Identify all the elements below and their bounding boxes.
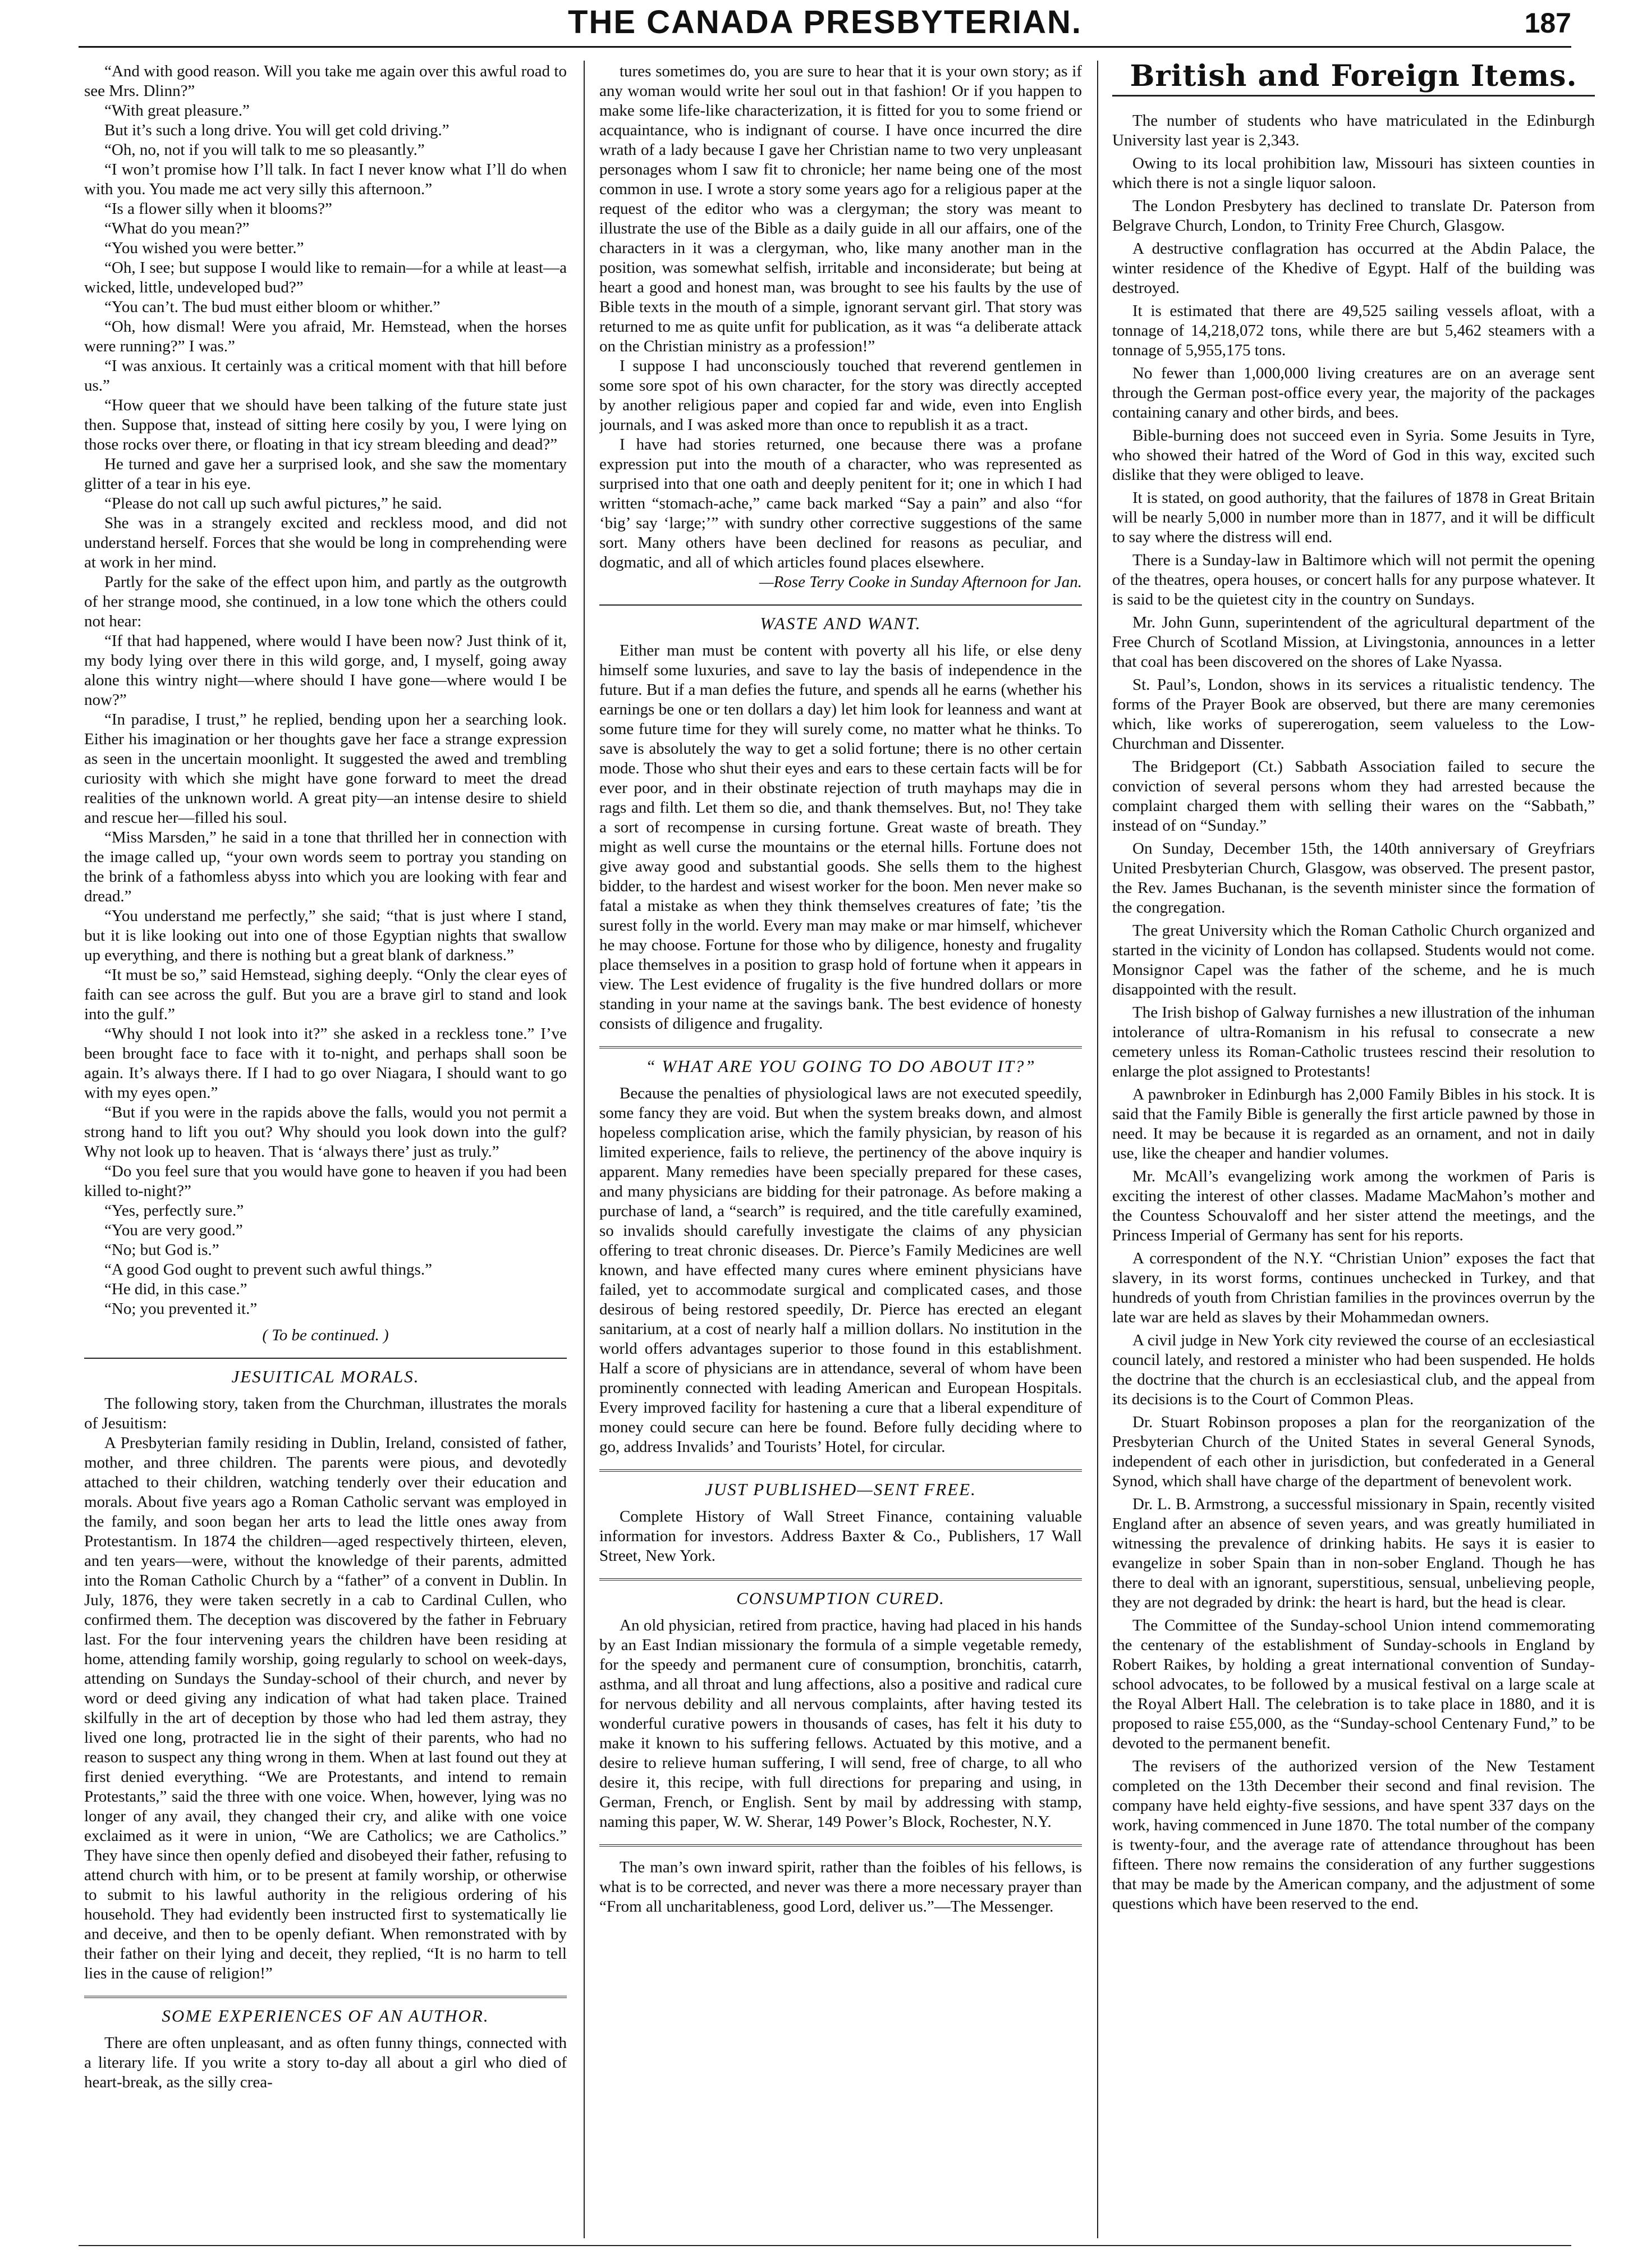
story-paragraph: “Why should I not look into it?” she asked in a reckless tone.” I’ve been brought face to face with it to-night, and perhaps shall soon be again. It’s always there. If I had to go over Niagara, I should want to go with my eyes open.”: [84, 1025, 567, 1102]
story-paragraph: “Yes, perfectly sure.”: [104, 1202, 244, 1220]
story-paragraph: “A good God ought to prevent such awful things.”: [104, 1261, 432, 1279]
story-paragraph: “What do you mean?”: [104, 219, 250, 237]
news-item: A pawnbroker in Edinburgh has 2,000 Family Bibles in his stock. It is said that the Family Bible is generally the first article pawned by those in need. It may be because it is regarded as an ornament, and not in daily use, like the cheaper and handier volumes.: [1112, 1085, 1595, 1162]
story-paragraph: “How queer that we should have been talking of the future state just then. Suppose that, instead of sitting here cosily by you, I were lying on those rocks over there, or floating in that icy stream bleeding and dead?”: [84, 396, 567, 453]
story-paragraph: “You can’t. The bud must either bloom or whither.”: [104, 298, 441, 316]
author-experiences-continued: [599, 62, 1082, 572]
news-item: Mr. McAll’s evangelizing work among the workmen of Paris is exciting the interest of other classes. Madame MacMahon’s mother and the Countess Schouvaloff and her sister attend the meetings, and the Princess Imperial of Germany has sent for his reports.: [1112, 1167, 1595, 1244]
story-paragraph: “But if you were in the rapids above the falls, would you not permit a strong hand to lift you out? Why should you look down into the gulf? Why not look up to heaven. That is ‘always there’ just as truly.”: [84, 1103, 567, 1161]
story-paragraph: “I was anxious. It certainly was a critical moment with that hill before us.”: [84, 357, 567, 395]
story-paragraph: “It must be so,” said Hemstead, sighing deeply. “Only the clear eyes of faith can see across the gulf. But you are a brave girl to stand and look into the gulf.”: [84, 966, 567, 1023]
story-paragraph: “Oh, no, not if you will talk to me so pleasantly.”: [104, 141, 425, 159]
closing-divider: [599, 1844, 1082, 1850]
consumption-cured-heading: CONSUMPTION CURED.: [599, 1578, 1082, 1608]
story-paragraph: But it’s such a long drive. You will get cold driving.”: [104, 121, 449, 139]
news-item: Owing to its local prohibition law, Missouri has sixteen counties in which there is not a single liquor saloon.: [1112, 154, 1595, 192]
news-item: There is a Sunday-law in Baltimore which will not permit the opening of the theatres, opera houses, or concert halls for any purpose whatever. It is said to be the quietest city in the country on Sundays.: [1112, 551, 1595, 608]
just-published-paragraph: Complete History of Wall Street Finance, containing valuable information for investors. Address Baxter & Co., Publishers, 17 Wall Street, New York.: [599, 1508, 1082, 1565]
news-item: Bible-burning does not succeed even in Syria. Some Jesuits in Tyre, who showed their hatred of the Word of God in this way, excited such dislike that they were obliged to leave.: [1112, 427, 1595, 484]
article-signature: —Rose Terry Cooke in Sunday Afternoon for Jan.: [759, 573, 1082, 591]
story-paragraph: “Oh, how dismal! Were you afraid, Mr. Hemstead, when the horses were running?” I was.”: [84, 318, 567, 355]
story-paragraph: She was in a strangely excited and reckless mood, and did not understand herself. Forces that she would be long in comprehending were at work in her mind.: [84, 514, 567, 571]
article-paragraph: I have had stories returned, one because there was a profane expression put into the mouth of a character, who was represented as surprised into that one oath and deeply penitent for it; one in which I had written “stomach-ache,” came back marked “Say a pain” and also “for ‘big’ say ‘large;’” with sundry other corrective suggestions of the same sort. Many others have been declined for reasons as peculiar, and dogmatic, and all of which articles found places elsewhere.: [599, 436, 1082, 571]
british-foreign-items-heading: British and Foreign Items.: [1112, 66, 1595, 97]
story-paragraph: “Is a flower silly when it blooms?”: [104, 200, 332, 218]
footer-rule: [79, 2245, 1571, 2246]
experiences-paragraph: There are often unpleasant, and as often funny things, connected with a literary life. If you write a story to-day all about a girl who died of heart-break, as the silly crea-: [84, 2034, 567, 2091]
article-paragraph: tures sometimes do, you are sure to hear that it is your own story; as if any woman would write her soul out in that fashion! Or if you happen to make some life-like characterization, it is fitted for you to some friend or acquaintance, who is indignant of course. I have once incurred the dire wrath of a lady because I gave her Christian name to two very unpleasant personages whom I saw fit to chronicle; her name being one of the most common in use. I wrote a story some years ago for a religious paper at the request of the editor who was a clergyman; the story was meant to illustrate the use of the Bible as a daily guide in all our affairs, one of the characters in it was a clergyman, who, like many another man in the position, was somewhat selfish, irritable and inconsiderate; but being at heart a good and honest man, was brought to see his faults by the use of Bible texts in the mouth of a simple, ignorant servant girl. That story was returned to me as quite unfit for publication, as it was “a deliberate attack on the Christian ministry as a profession!”: [599, 62, 1082, 355]
news-item: The number of students who have matriculated in the Edinburgh University last year is 2,343.: [1112, 112, 1595, 149]
experiences-heading: SOME EXPERIENCES OF AN AUTHOR.: [84, 1996, 567, 2026]
news-item: Mr. John Gunn, superintendent of the agricultural department of the Free Church of Scotland Mission, at Livingstonia, announces in a letter that coal has been discovered on the shores of Lake Nyassa.: [1112, 613, 1595, 671]
news-item: The great University which the Roman Catholic Church organized and started in the vicinity of London has collapsed. Students would not come. Monsignor Capel was the father of the scheme, and he is much disappointed with the result.: [1112, 922, 1595, 998]
news-item: The Committee of the Sunday-school Union intend commemorating the centenary of the establishment of Sunday-schools in England by Robert Raikes, by holding a great international convention of Sunday-school advocates, to be followed by a musical festival on a large scale at the Royal Albert Hall. The celebration is to take place in 1880, and it is proposed to raise £55,000, as the “Sunday-school Centenary Fund,” to be devoted to the permanent benefit.: [1112, 1616, 1595, 1752]
news-item: The Irish bishop of Galway furnishes a new illustration of the inhuman intolerance of ultra-Romanism in his refusal to consecrate a new cemetery unless its Roman-Catholic trustees rescind their resolution to enlarge the plot assigned to Protestants!: [1112, 1004, 1595, 1080]
news-item: No fewer than 1,000,000 living creatures are on an average sent through the German post-office every year, the majority of the packages containing canary and other birds, and bees.: [1112, 364, 1595, 421]
news-item: It is stated, on good authority, that the failures of 1878 in Great Britain will be nearly 5,000 in number more than in 1877, and it will be difficult to say where the distress will end.: [1112, 489, 1595, 546]
column-rule: [584, 61, 585, 2238]
to-be-continued: ( To be continued. ): [262, 1326, 389, 1344]
article-paragraph: I suppose I had unconsciously touched that reverend gentlemen in some sore spot of his own character, for the story was directly accepted by another religious paper and copied far and wide, even into English journals, and I was asked more than once to republish it as a tract.: [599, 357, 1082, 434]
closing-paragraph: The man’s own inward spirit, rather than the foibles of his fellows, is what is to be corrected, and never was there a more necessary prayer than “From all uncharitableness, good Lord, deliver us.”—The Messenger.: [599, 1858, 1082, 1916]
story-paragraph: “Please do not call up such awful pictures,” he said.: [104, 494, 442, 512]
news-item: A destructive conflagration has occurred at the Abdin Palace, the winter residence of the Khedive of Egypt. Half of the building was destroyed.: [1112, 240, 1595, 297]
story-paragraph: He turned and gave her a surprised look, and she saw the momentary glitter of a tear in his eye.: [84, 455, 567, 493]
column-right: [1112, 62, 1595, 2239]
story-paragraph: “Miss Marsden,” he said in a tone that thrilled her in connection with the image called up, “your own words seem to portray you standing on the brink of a fathomless abyss into which you are looking with fear and dread.”: [84, 828, 567, 905]
story-paragraph: “No; but God is.”: [104, 1241, 219, 1259]
page-header: [79, 0, 1571, 48]
waste-and-want-article: [599, 641, 1082, 1034]
column-rule: [1097, 61, 1098, 2238]
story-paragraph: “You wished you were better.”: [104, 239, 304, 257]
story-paragraph: “And with good reason. Will you take me again over this awful road to see Mrs. Dlinn?”: [84, 62, 567, 100]
column-middle: [599, 62, 1082, 2239]
story-paragraph: Partly for the sake of the effect upon him, and partly as the outgrowth of her strange mood, she continued, in a low tone which the others could not hear:: [84, 573, 567, 630]
news-items-list: [1112, 111, 1595, 1914]
news-item: A civil judge in New York city reviewed the course of an ecclesiastical council lately, and restored a minister who had been suspended. He holds the doctrine that the church is an ecclesiastical club, and the appeal from its decisions is to the Court of Common Pleas.: [1112, 1331, 1595, 1408]
news-item: The London Presbytery has declined to translate Dr. Paterson from Belgrave Church, London, to Trinity Free Church, Glasgow.: [1112, 197, 1595, 235]
story-paragraph: “Do you feel sure that you would have gone to heaven if you had been killed to-night?”: [84, 1162, 567, 1200]
news-item: A correspondent of the N.Y. “Christian Union” exposes the fact that slavery, in its worst forms, continues unchecked in Turkey, and that hundreds of youth from Christian families in the provinces overrun by the late war are held as slaves by their Mohammedan owners.: [1112, 1249, 1595, 1326]
masthead-title: THE CANADA PRESBYTERIAN.: [568, 4, 1082, 40]
what-are-you-going-article: [599, 1084, 1082, 1457]
news-item: On Sunday, December 15th, the 140th anniversary of Greyfriars United Presbyterian Church, Glasgow, was observed. The present pastor, the Rev. James Buchanan, is the seventh minister since the formation of the congregation.: [1112, 840, 1595, 917]
jesuitical-morals-heading: JESUITICAL MORALS.: [84, 1358, 567, 1386]
page-number: 187: [1524, 7, 1571, 39]
column-left: [84, 62, 567, 2239]
story-paragraph: “He did, in this case.”: [104, 1280, 247, 1298]
news-item: It is estimated that there are 49,525 sailing vessels afloat, with a tonnage of 14,218,072 tons, while there are but 5,462 steamers with a tonnage of 5,955,175 tons.: [1112, 302, 1595, 359]
news-item: The revisers of the authorized version of the New Testament completed on the 13th December their second and final revision. The company have held eighty-five sessions, and have spent 337 days on the work, having commenced in June 1870. The total number of the company is twenty-four, and the average rate of attendance throughout has been fifteen. There now remains the consideration of any further suggestions that may be made by the American company, and the adjustment of some questions which have been reserved to the end.: [1112, 1757, 1595, 1913]
story-paragraph: “With great pleasure.”: [104, 102, 250, 120]
news-item: St. Paul’s, London, shows in its services a ritualistic tendency. The forms of the Prayer Book are observed, but there are many ceremonies which, like works of supererogation, seem valueless to the Low-Churchman and Dissenter.: [1112, 676, 1595, 753]
story-paragraph: “In paradise, I trust,” he replied, bending upon her a searching look. Either his imagination or her thoughts gave her face a strange expression as seen in the uncertain moonlight. It suggested the awed and trembling curiosity with which she might have gone forward to meet the dread realities of the unknown world. A great pity—an intense desire to shield and rescue her—filled his soul.: [84, 711, 567, 827]
article-paragraph: Because the penalties of physiological laws are not executed speedily, some fancy they are void. But when the system breaks down, and almost hopeless complication arise, which the family physician, by reason of his limited experience, fails to relieve, the pertinency of the above inquiry is apparent. Many remedies have been specially prepared for these cases, and many physicians are bidding for their patronage. As before making a purchase of land, a “search” is required, and the title carefully examined, so invalids should carefully investigate the claims of any physician offering to treat chronic diseases. Dr. Pierce’s Family Medicines are well known, and have effected many cures where eminent physicians have failed, yet to accommodate surgical and complicated cases, and those desirous of being restored speedily, Dr. Pierce has erected an elegant sanitarium, at a cost of nearly half a million dollars. No institution in the world offers advantages superior to those found in this establishment. Half a score of physicians are in attendance, several of whom have been prominently connected with leading American and European Hospitals. Every improved facility for hastening a cure that a liberal expenditure of money could secure can here be found. Before fully deciding where to go, address Invalids’ and Tourists’ Hotel, for circular.: [599, 1084, 1082, 1456]
serial-story: [84, 62, 567, 1319]
news-item: The Bridgeport (Ct.) Sabbath Association failed to secure the conviction of several persons whom they had arrested because the complaint charged them with selling their wares on the “Sabbath,” instead of on “Sunday.”: [1112, 758, 1595, 835]
just-published-heading: JUST PUBLISHED—SENT FREE.: [599, 1469, 1082, 1499]
what-are-you-going-heading: “ WHAT ARE YOU GOING TO DO ABOUT IT?”: [599, 1046, 1082, 1076]
article-paragraph: The following story, taken from the Churchman, illustrates the morals of Jesuitism:: [84, 1395, 567, 1432]
story-paragraph: “I won’t promise how I’ll talk. In fact I never know what I’ll do when with you. You made me act very silly this afternoon.”: [84, 161, 567, 198]
article-paragraph: A Presbyterian family residing in Dublin, Ireland, consisted of father, mother, and three children. The parents were pious, and devotedly attached to their children, watching tenderly over their education and morals. About five years ago a Roman Catholic servant was employed in the family, and soon began her arts to lead the little ones away from Protestantism. In 1874 the children—aged respectively thirteen, eleven, and ten years—were, without the knowledge of their parents, admitted into the Roman Catholic Church by a “father” of a convent in Dublin. In July, 1876, they were taken secretly in a cab to Cardinal Cullen, who confirmed them. The deception was discovered by the father in February last. For the four intervening years the children have been residing at home, attending family worship, going regularly to school on week-days, attending on Sundays the Sunday-school of their church, and never by word or deed giving any indication of what had taken place. Trained skilfully in the art of deception by those who had led them astray, they lived one long, protracted lie in the sight of their parents, who had no reason to suspect any thing wrong in them. When at last found out they at first denied everything. “We are Protestants, and intend to remain Protestants,” said the three with one voice. When, however, lying was no longer of any avail, they changed their cry, and alike with one voice exclaimed as it were in union, “We are Catholics; we are Catholics.” They have since then openly defied and disobeyed their father, refusing to attend church with him, or to be present at family worship, or otherwise to submit to his lawful authority in the religious ordering of his household. They had evidently been instructed first to systematically lie and deceive, and then to be openly defiant. When remonstrated with by their father on their lying and deceit, they replied, “It is no harm to tell lies in the cause of religion!”: [84, 1434, 567, 1982]
consumption-cured-paragraph: An old physician, retired from practice, having had placed in his hands by an East Indian missionary the formula of a simple vegetable remedy, for the speedy and permanent cure of consumption, bronchitis, catarrh, asthma, and all throat and lung affections, also a positive and radical cure for nervous debility and all nervous complaints, after having tested its wonderful curative powers in thousands of cases, has felt it his duty to make it known to his suffering fellows. Actuated by this motive, and a desire to relieve human suffering, I will send, free of charge, to all who desire it, this recipe, with full directions for preparing and using, in German, French, or English. Sent by mail by addressing with stamp, naming this paper, W. W. Sherar, 149 Power’s Block, Rochester, N.Y.: [599, 1616, 1082, 1831]
story-paragraph: “No; you prevented it.”: [104, 1300, 258, 1318]
story-paragraph: “You understand me perfectly,” she said; “that is just where I stand, but it is like looking out into one of those Egyptian nights that swallow up everything, and there is nothing but a great blank of darkness.”: [84, 907, 567, 964]
story-paragraph: “You are very good.”: [104, 1221, 243, 1239]
article-paragraph: Either man must be content with poverty all his life, or else deny himself some luxuries, and save to lay the basis of independence in the future. But if a man defies the future, and spends all he earns (whether his earnings be one or ten dollars a day) let him look for leanness and want at some future time for they will surely come, no matter what he thinks. To save is absolutely the way to get a solid fortune; there is no other certain mode. Those who shut their eyes and ears to these certain facts will be for ever poor, and in their obstinate rejection of truth mayhaps may die in rags and filth. Let them so die, and thank themselves. But, no! They take a sort of recompense in cursing fortune. Great waste of breath. They might as well curse the mountains or the eternal hills. Fortune does not give away good and substantial goods. She sells them to the highest bidder, to the hardest and wisest worker for the boon. Men never make so fatal a mistake as when they think themselves creatures of fate; ’tis the surest folly in the world. Every man may make or mar himself, whichever he may choose. Fortune for those who by diligence, honesty and frugality place themselves in a position to grasp hold of fortune when it appears in view. The Lest evidence of frugality is the five hundred dollars or more standing in your name at the savings bank. The best evidence of honesty consists of diligence and frugality.: [599, 642, 1082, 1033]
jesuitical-morals-article: [84, 1394, 567, 1983]
news-item: Dr. Stuart Robinson proposes a plan for the reorganization of the Presbyterian Church of the United States in several General Synods, independent of each other in jurisdiction, but confederated in a General Synod, which shall have charge of the department of benevolent work.: [1112, 1413, 1595, 1490]
news-item: Dr. L. B. Armstrong, a successful missionary in Spain, recently visited England after an absence of seven years, and was greatly humiliated in witnessing the prevalence of drinking habits. He says it is easier to evangelize in sober Spain than in non-sober England. Though he has there to deal with an ignorant, superstitious, sensual, unbelieving people, they are not degraded by drink: the heart is hard, but the head is clear.: [1112, 1495, 1595, 1611]
story-paragraph: “If that had happened, where would I have been now? Just think of it, my body lying over there in this wild gorge, and, I myself, going away alone this wintry night—where should I have gone—where would I be now?”: [84, 632, 567, 709]
waste-and-want-heading: WASTE AND WANT.: [599, 604, 1082, 633]
story-paragraph: “Oh, I see; but suppose I would like to remain—for a while at least—a wicked, little, undeveloped bud?”: [84, 259, 567, 296]
